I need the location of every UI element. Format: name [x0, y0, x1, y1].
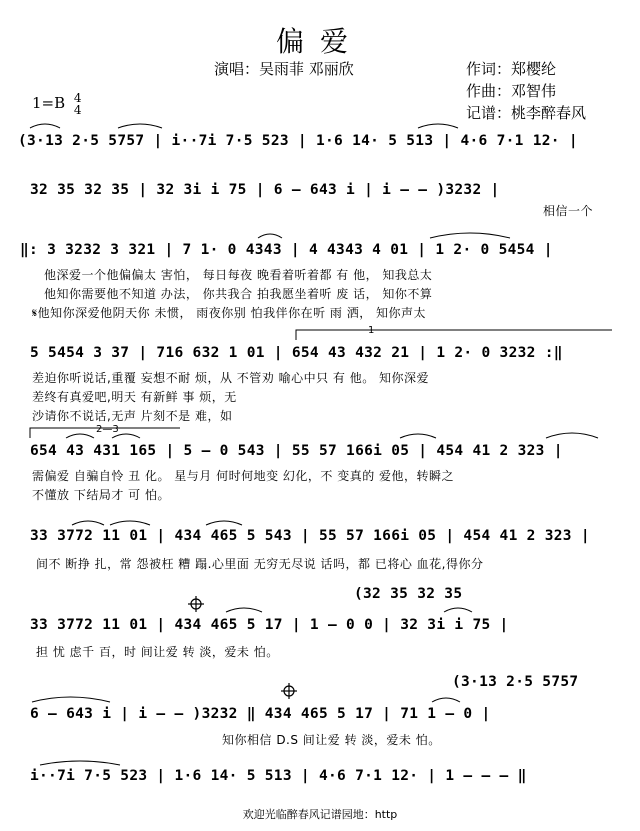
slur-12 — [206, 521, 242, 525]
notation-row-8: 6 – 643 i | i – – )3232 ‖ 434 465 5 17 | 71 1 – 0 | — [30, 706, 491, 722]
coda-icon — [188, 596, 204, 612]
slur-8 — [400, 434, 436, 438]
notation-row-9: i··7i 7·5 523 | 1·6 14· 5 513 | 4·6 7·1 12· | 1 – – – ‖ — [30, 768, 527, 784]
lyric-row-8-line-1: 知你相信 D.S 间让爱 转 淡，爱未 怕。 — [222, 733, 441, 747]
slur-13 — [226, 608, 262, 612]
notation-row-7: 33 3772 11 01 | 434 465 5 17 | 1 – 0 0 | 32 3i i 75 | — [30, 617, 509, 633]
notation-row-5: 654 43 431 165 | 5 – 0 543 | 55 57 166i 05 | 454 41 2 323 | — [30, 443, 563, 459]
lyric-row-6-line-1: 间不 断挣 扎，常 怨被枉 糟 蹋.心里面 无穷无尽说 话吗，都 已将心 血花,得你分 — [36, 557, 484, 571]
lyric-row-7-line-1: 担 忧 虑千 百，时 间让爱 转 淡，爱未 怕。 — [36, 645, 279, 659]
time-denominator: 4 — [73, 103, 82, 117]
bracket-notes-2: (3·13 2·5 5757 — [452, 674, 579, 690]
transcriber-credit: 记谱：桃李醉春风 — [466, 104, 587, 122]
notation-row-4: 5 5454 3 37 | 716 632 1 01 | 654 43 432 21 | 1 2· 0 3232 :‖ — [30, 345, 563, 361]
song-title: 偏爱 — [275, 25, 364, 58]
volta-2-3-label: 2—3 — [96, 424, 119, 435]
slur-11 — [110, 521, 150, 525]
notation-row-2: 32 35 32 35 | 32 3i i 75 | 6 – 643 i | i – – )3232 | — [30, 182, 500, 198]
composer-credit: 作曲：邓智伟 — [466, 82, 557, 100]
footer-text: 欢迎光临醉春风记谱园地：http — [242, 808, 398, 821]
key-text: 1=B — [32, 94, 66, 112]
lyric-row-4-line-3: 沙请你不说话,无声 片刻不是 难，如 — [32, 409, 233, 423]
notation-row-3: ‖: 3 3232 3 321 | 7 1· 0 4343 | 4 4343 4 01 | 1 2· 0 5454 | — [20, 242, 553, 258]
lyric-row-5-line-2: 不懂放 下结局才 可 怕。 — [32, 488, 170, 502]
slur-16 — [432, 698, 460, 702]
lyric-row-3-line-1: 他深爱一个他偏偏太 害怕， 每日每夜 晚看着听着都 有 他， 知我总太 — [44, 268, 433, 282]
slur-5 — [430, 233, 510, 238]
lyric-row-3-line-2: 他知你需要他不知道 办法， 你共我合 拍我愿坐着听 废 话， 知你不算 — [44, 287, 433, 301]
slur-1 — [30, 124, 60, 128]
lyricist-credit: 作词：郑樱纶 — [466, 60, 557, 78]
lyric-row-4-line-1: 差迫你听说话,重覆 妄想不耐 烦，从 不管劝 喻心中只 有 他。 知你深爱 — [32, 371, 430, 385]
slur-2 — [118, 124, 162, 128]
slur-10 — [72, 521, 104, 525]
lyric-row-3-line-3: 𝄋他知你深爱他阴天你 未惯， 雨夜你别 怕我伴你在听 雨 洒， 知你声太 — [32, 306, 427, 320]
slur-15 — [32, 697, 110, 702]
slur-3 — [418, 124, 458, 128]
singer-credit: 演唱：吴雨菲 邓丽欣 — [214, 60, 354, 78]
time-numerator: 4 — [73, 91, 82, 105]
coda-icon — [281, 683, 297, 699]
volta-2-3-bracket — [30, 428, 180, 438]
lyric-row-4-line-2: 差终有真爱吧,明天 有新鲜 事 烦，无 — [32, 390, 237, 404]
notation-row-6: 33 3772 11 01 | 434 465 5 543 | 55 57 166i 05 | 454 41 2 323 | — [30, 528, 590, 544]
lyric-row-2-line-1: 相信一个 — [543, 204, 594, 218]
slur-9 — [546, 433, 598, 438]
notation-row-1: (3·13 2·5 5757 | i··7i 7·5 523 | 1·6 14· 5 513 | 4·6 7·1 12· | — [18, 133, 578, 149]
slur-14 — [444, 608, 472, 612]
slur-4 — [258, 234, 282, 238]
bracket-notes-1: (32 35 32 35 — [354, 586, 463, 602]
slur-6 — [66, 434, 94, 438]
volta-1-bracket — [296, 330, 612, 340]
lyric-row-5-line-1: 需偏爱 自骗自怜 丑 化。 星与月 何时何地变 幻化，不 变真的 爱他，转瞬之 — [32, 469, 455, 483]
slur-7 — [112, 434, 140, 438]
volta-1-label: 1 — [368, 325, 375, 336]
slur-17 — [40, 761, 120, 765]
